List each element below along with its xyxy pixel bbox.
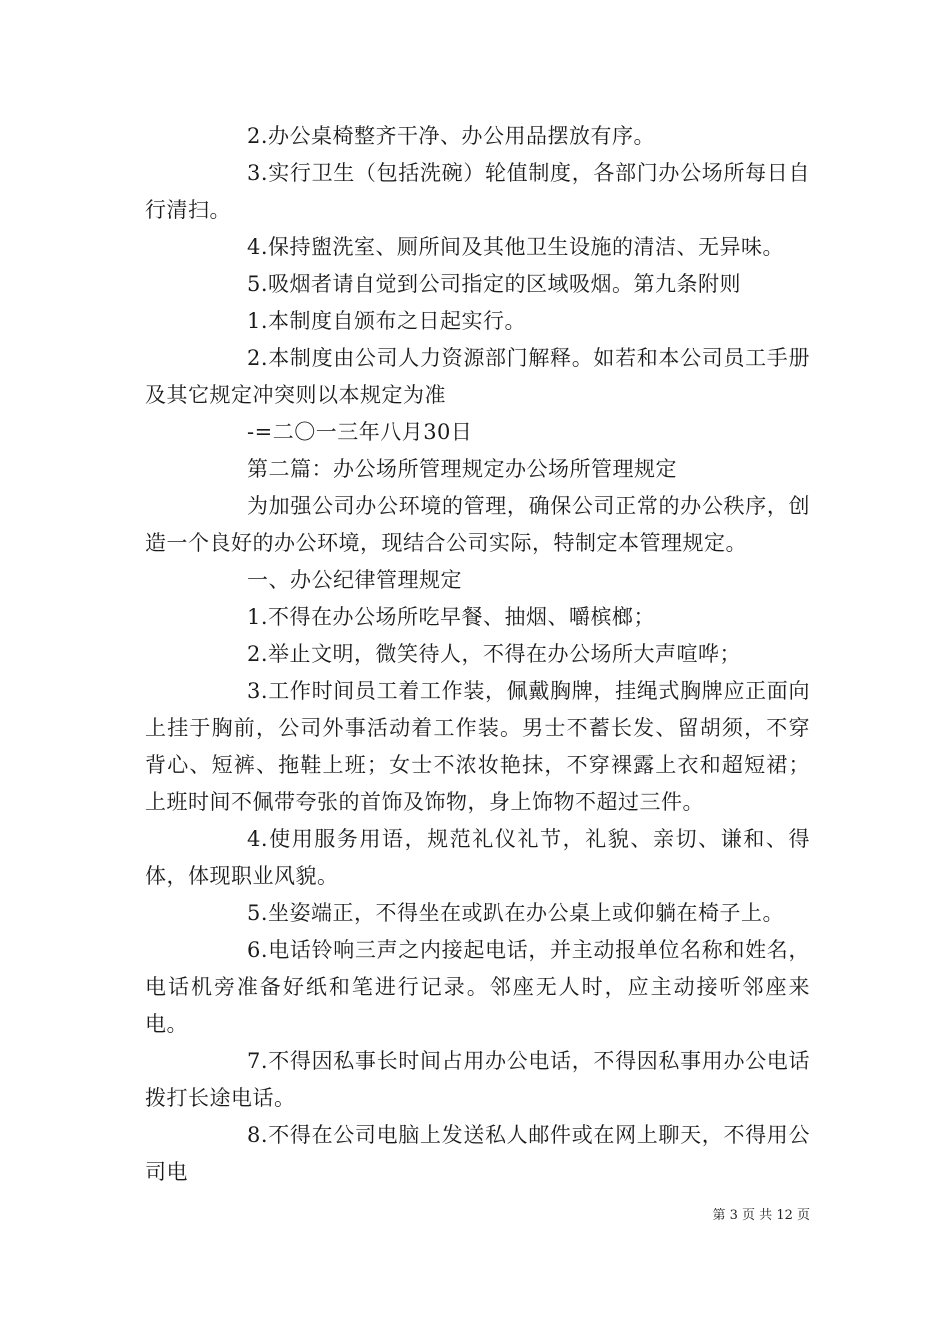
paragraph: 5.吸烟者请自觉到公司指定的区域吸烟。第九条附则 [247, 272, 742, 296]
paragraph: 3.实行卫生（包括洗碗）轮值制度，各部门办公场所每日自行清扫。 [145, 161, 810, 222]
paragraph: 1.不得在办公场所吃早餐、抽烟、嚼槟榔； [247, 605, 656, 629]
paragraph: 6.电话铃响三声之内接起电话，并主动报单位名称和姓名，电话机旁准备好纸和笔进行记录。邻座无人时，应主动接听邻座来电。 [145, 938, 810, 1036]
paragraph: 2.办公桌椅整齐干净、办公用品摆放有序。 [247, 124, 656, 148]
subsection-heading: 一、办公纪律管理规定 [247, 568, 462, 592]
paragraph: 1.本制度自颁布之日起实行。 [247, 309, 527, 333]
paragraph: 8.不得在公司电脑上发送私人邮件或在网上聊天，不得用公司电 [145, 1123, 810, 1184]
paragraph: 5.坐姿端正，不得坐在或趴在办公桌上或仰躺在椅子上。 [247, 901, 785, 925]
paragraph: 3.工作时间员工着工作装，佩戴胸牌，挂绳式胸牌应正面向上挂于胸前，公司外事活动着工作装。男士不蓄长发、留胡须，不穿背心、短裤、拖鞋上班；女士不浓妆艳抹，不穿裸露上衣和超短裙；上班时间不佩带夸张的首饰及饰物，身上饰物不超过三件。 [145, 679, 810, 814]
paragraph: 2.本制度由公司人力资源部门解释。如若和本公司员工手册及其它规定冲突则以本规定为准 [145, 346, 810, 407]
paragraph: 4.使用服务用语，规范礼仪礼节，礼貌、亲切、谦和、得体，体现职业风貌。 [145, 827, 810, 888]
paragraph-date: -=二〇一三年八月30日 [247, 420, 473, 444]
paragraph: 7.不得因私事长时间占用办公电话，不得因私事用办公电话拨打长途电话。 [145, 1049, 810, 1110]
paragraph: 4.保持盥洗室、厕所间及其他卫生设施的清洁、无异味。 [247, 235, 785, 259]
section-heading: 第二篇：办公场所管理规定办公场所管理规定 [247, 457, 677, 481]
document-body [145, 118, 810, 1191]
page-number: 第 3 页 共 12 页 [712, 1208, 810, 1223]
paragraph: 2.举止文明，微笑待人，不得在办公场所大声喧哗； [247, 642, 742, 666]
paragraph: 为加强公司办公环境的管理，确保公司正常的办公秩序，创造一个良好的办公环境，现结合公司实际，特制定本管理规定。 [145, 494, 810, 555]
